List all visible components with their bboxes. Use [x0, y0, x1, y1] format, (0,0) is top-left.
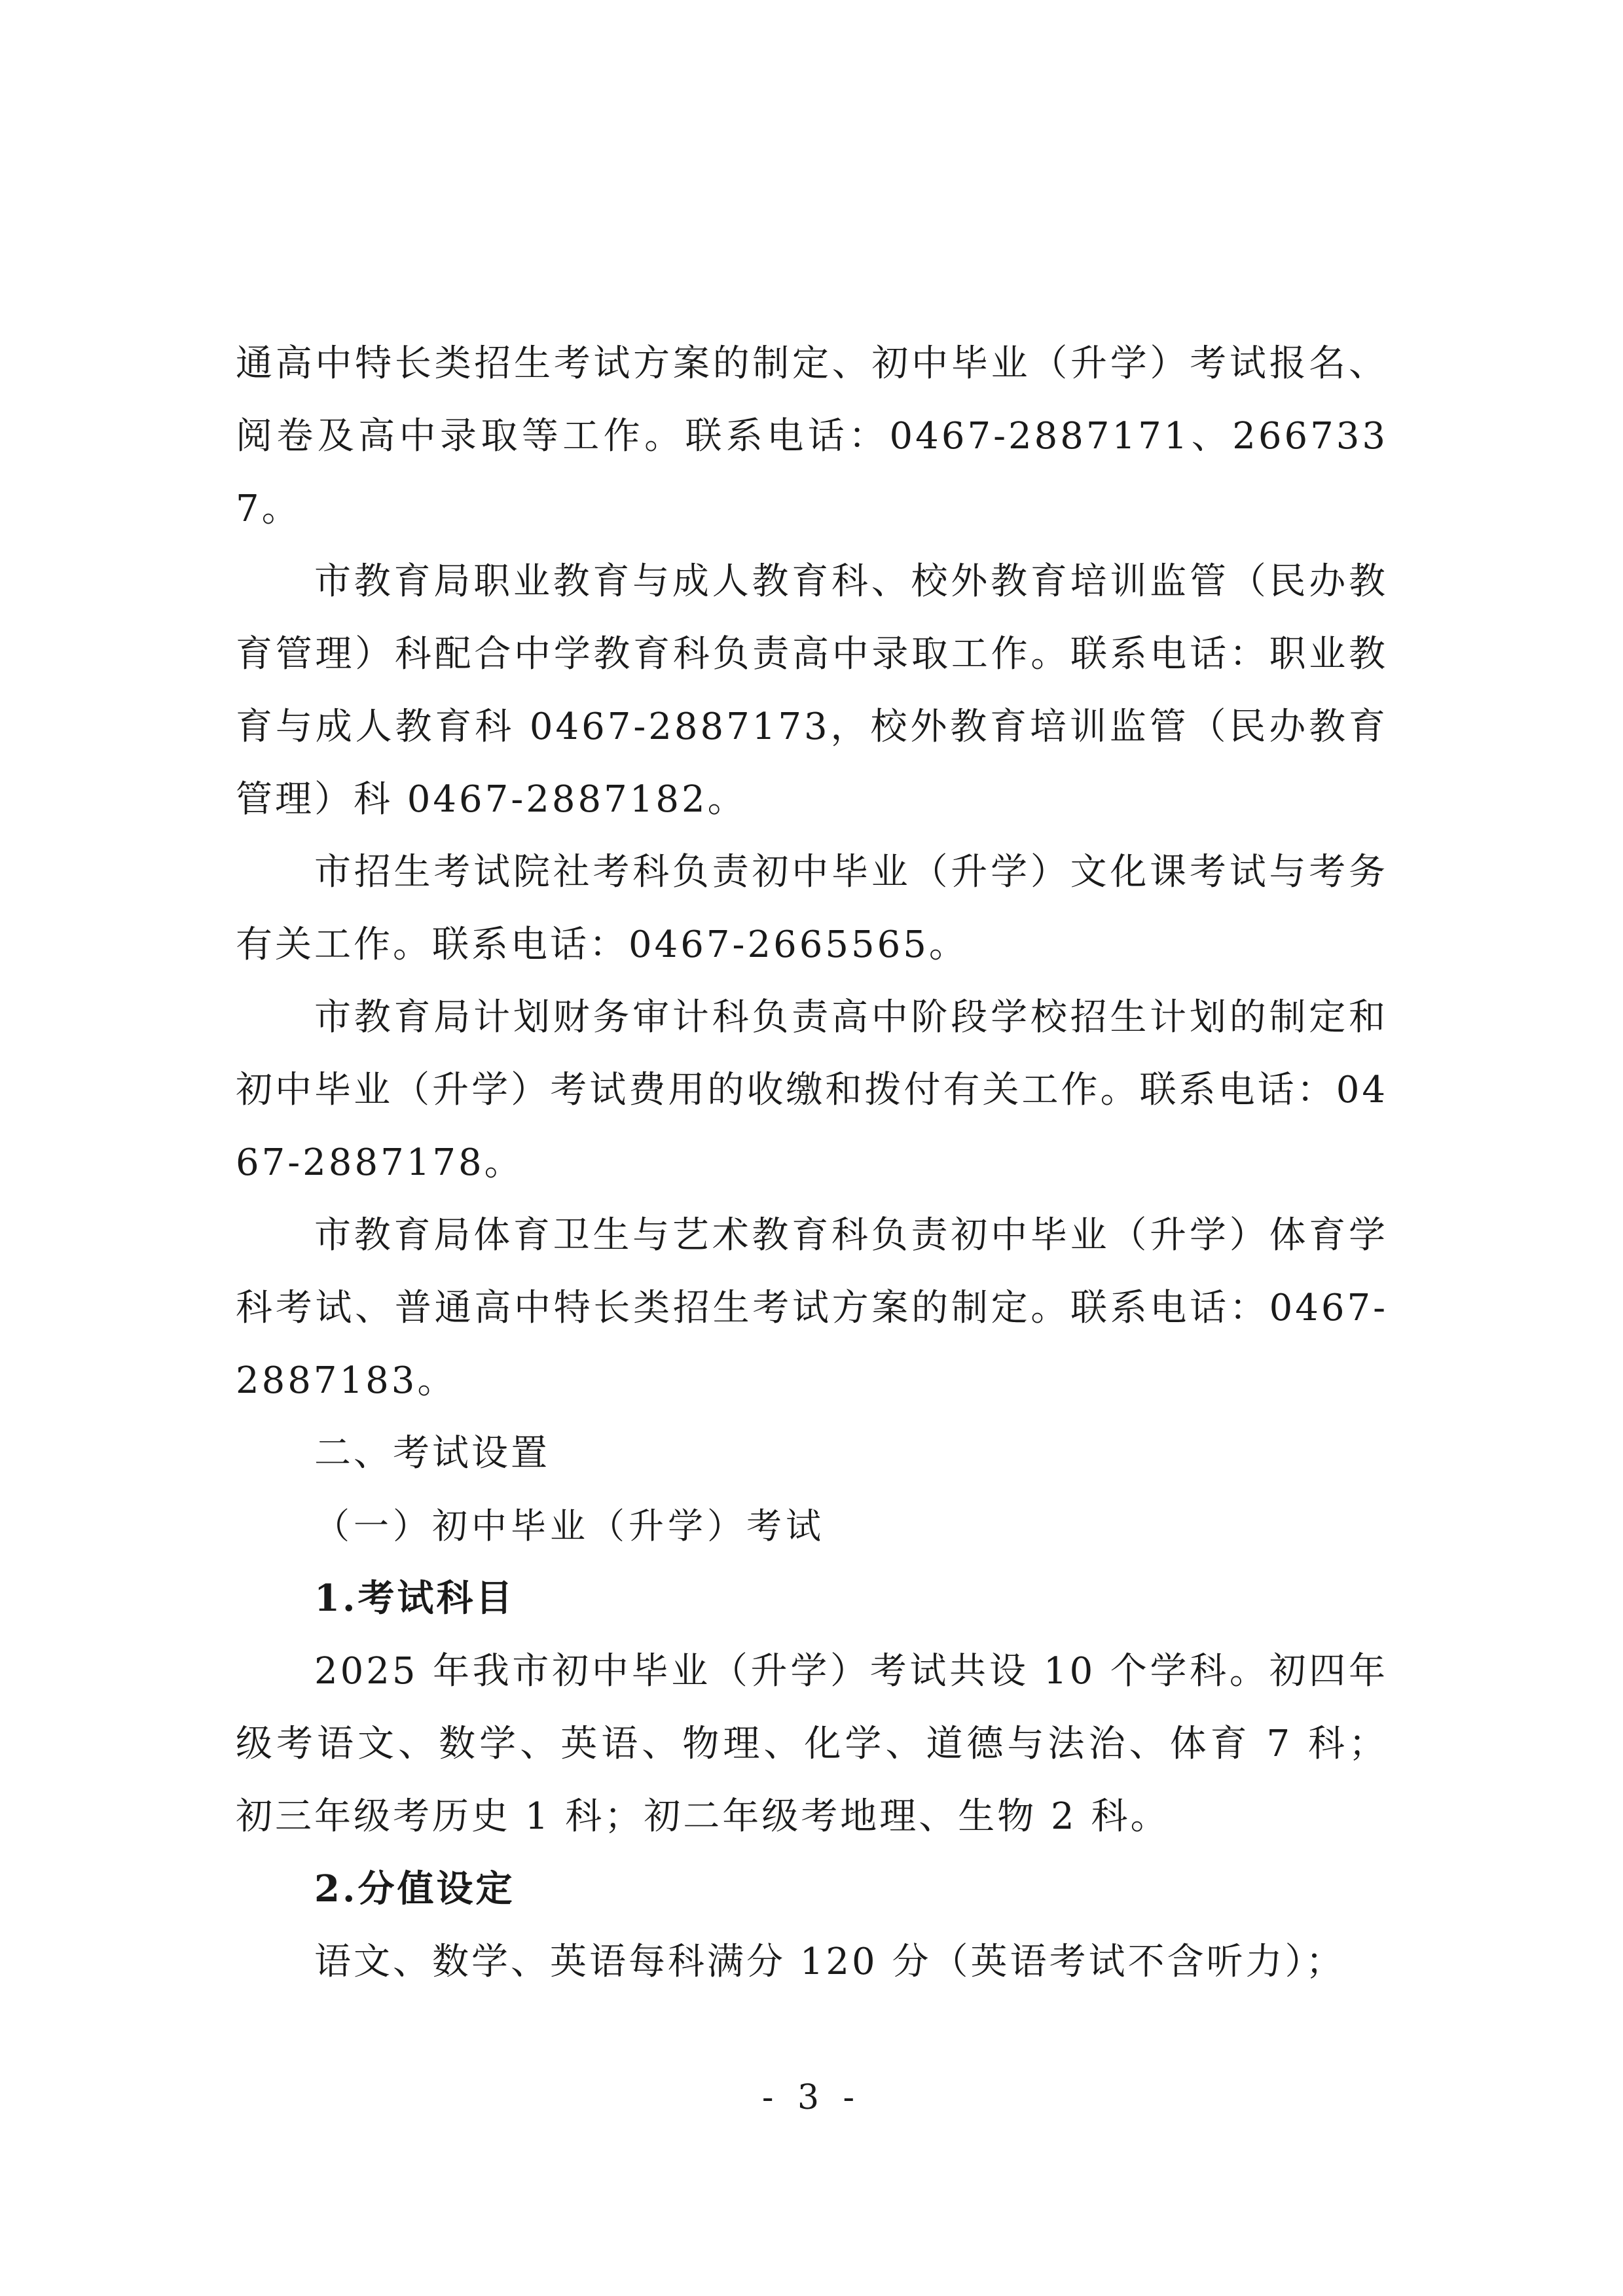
paragraph-vocational-education: 市教育局职业教育与成人教育科、校外教育培训监管（民办教育管理）科配合中学教育科负责高中录取工作。联系电话：职业教育与成人教育科 0467-2887173，校外教育培训监管（民办教育管理）科 0467-2887182。	[236, 560, 1388, 821]
paragraph-finance-audit: 市教育局计划财务审计科负责高中阶段学校招生计划的制定和初中毕业（升学）考试费用的收缴和拨付有关工作。联系电话：0467-2887178。	[236, 996, 1388, 1184]
paragraph-exam-subjects: 2025 年我市初中毕业（升学）考试共设 10 个学科。初四年级考语文、数学、英语、物理、化学、道德与法治、体育 7 科；初三年级考历史 1 科；初二年级考地理、生物 2 科。	[236, 1650, 1388, 1838]
paragraph-score-setting: 语文、数学、英语每科满分 120 分（英语考试不含听力）；	[314, 1941, 1345, 1983]
item-heading-exam-subjects: 1.考试科目	[314, 1577, 515, 1620]
subsection-heading-graduation-exam: （一）初中毕业（升学）考试	[314, 1505, 825, 1547]
page-number: - 3 -	[761, 2078, 862, 2117]
document-body	[236, 327, 1388, 1998]
item-heading-score-setting: 2.分值设定	[314, 1867, 515, 1910]
section-heading-exam-setup: 二、考试设置	[314, 1432, 550, 1475]
paragraph-exam-institute: 市招生考试院社考科负责初中毕业（升学）文化课考试与考务有关工作。联系电话：0467-2665565。	[236, 851, 1388, 966]
paragraph-continued: 通高中特长类招生考试方案的制定、初中毕业（升学）考试报名、阅卷及高中录取等工作。联系电话：0467-2887171、2667337。	[236, 342, 1388, 530]
paragraph-sports-arts: 市教育局体育卫生与艺术教育科负责初中毕业（升学）体育学科考试、普通高中特长类招生考试方案的制定。联系电话：0467-2887183。	[236, 1214, 1388, 1402]
